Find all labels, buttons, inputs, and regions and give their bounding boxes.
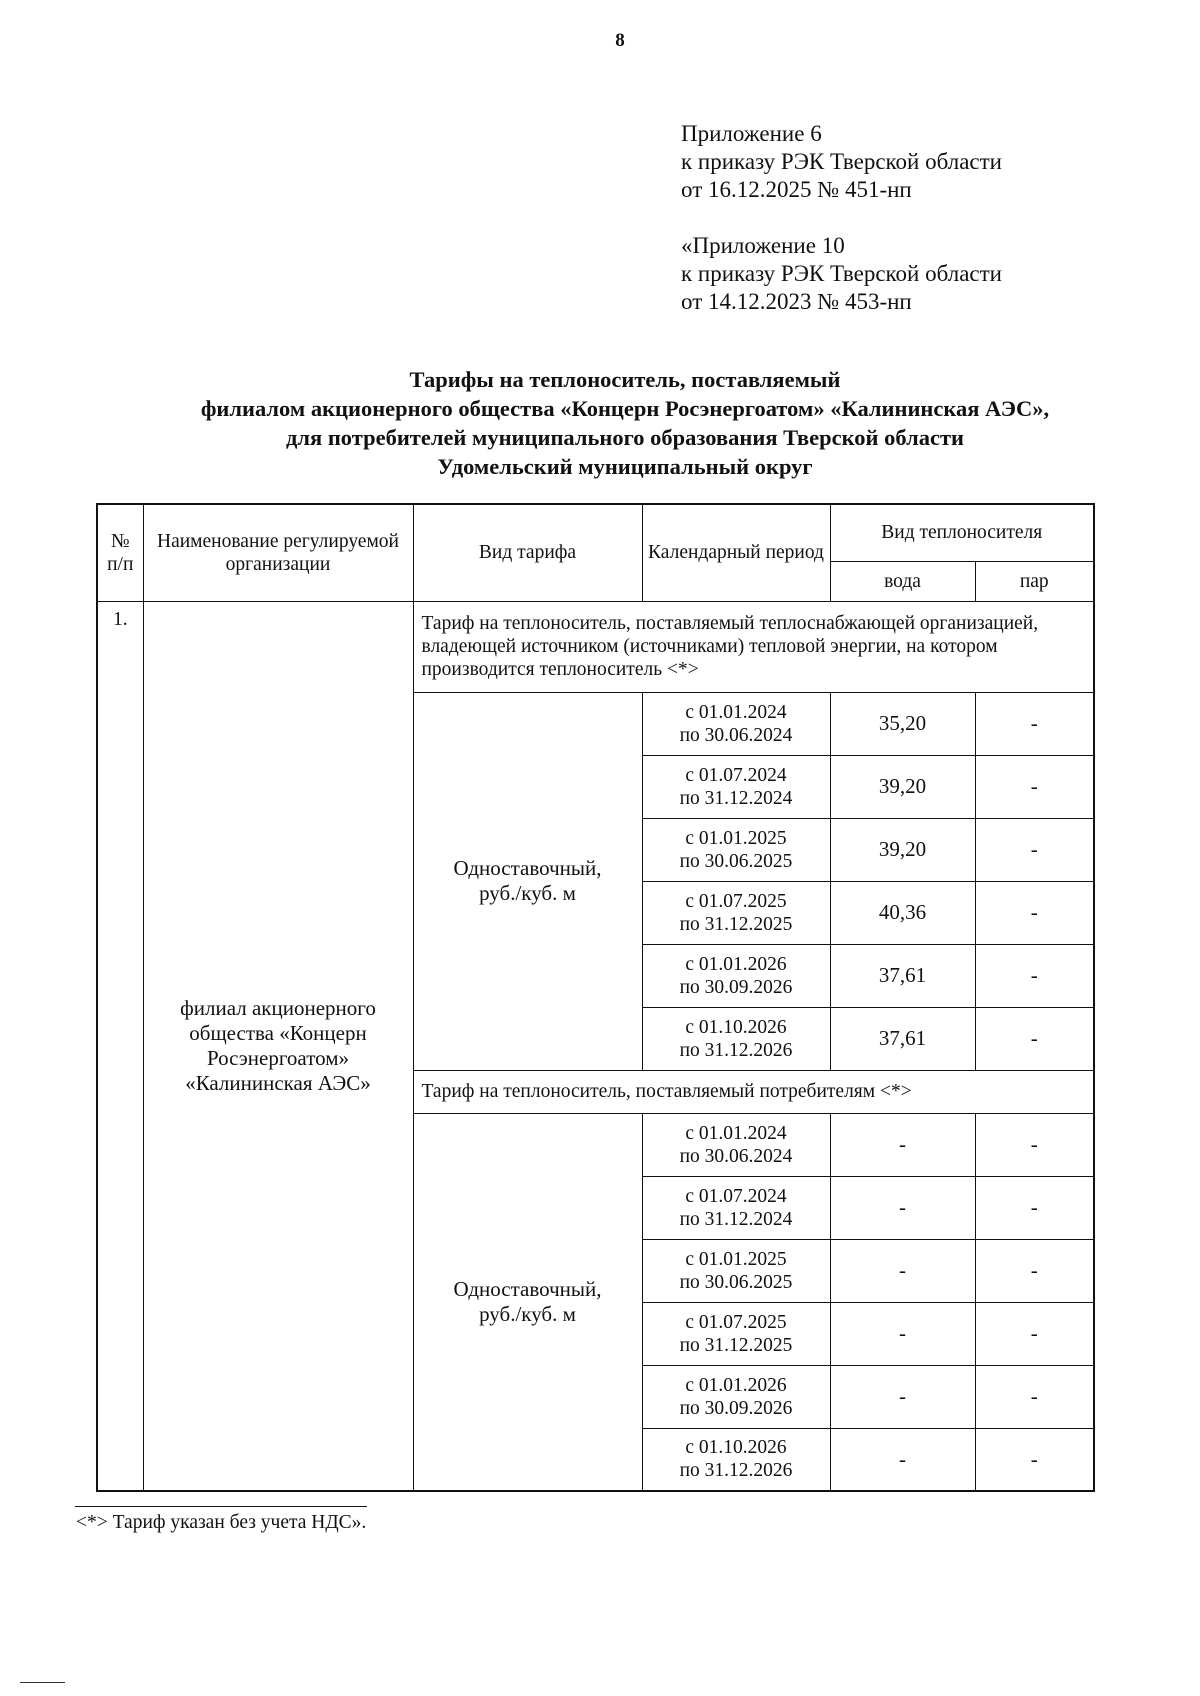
water-value: - [830,1113,975,1176]
period-from: с 01.07.2024 [685,764,787,786]
header-num: № п/п [97,504,143,601]
appendix-line: от 14.12.2023 № 453-нп [681,289,912,314]
period-cell [642,1239,830,1302]
period-to: по 31.12.2024 [679,1208,793,1230]
water-value: 37,61 [830,944,975,1007]
period-cell [642,692,830,755]
period-cell [642,1113,830,1176]
water-value: - [830,1365,975,1428]
period-cell [642,1365,830,1428]
header-period: Календарный период [642,504,830,601]
period-from: с 01.01.2024 [685,701,787,723]
appendix-line: от 16.12.2025 № 451-нп [681,177,912,202]
title-line: филиалом акционерного общества «Концерн Росэнергоатом» «Калининская АЭС», [200,396,1050,421]
appendix-line: к приказу РЭК Тверской области [681,261,1002,286]
appendix-line: «Приложение 10 [681,233,845,258]
period-cell [642,881,830,944]
period-to: по 30.06.2025 [679,850,793,872]
appendix-current [681,120,1002,204]
period-cell [642,944,830,1007]
water-value: 39,20 [830,755,975,818]
steam-value: - [975,1007,1094,1070]
water-value: 40,36 [830,881,975,944]
steam-value: - [975,944,1094,1007]
header-steam: пар [975,561,1094,601]
period-from: с 01.07.2025 [685,1311,787,1333]
footnote: <*> Тариф указан без учета НДС». [76,1512,367,1533]
footnote-divider [75,1506,367,1507]
organization-name: филиал акционерного общества «Концерн Росэнергоатом» «Калининская АЭС» [143,601,413,1491]
period-cell [642,1007,830,1070]
appendix-line: Приложение 6 [681,121,822,146]
period-from: с 01.01.2026 [685,1374,787,1396]
water-value: - [830,1176,975,1239]
header-water: вода [830,561,975,601]
tariff-table [96,503,1095,1492]
period-to: по 30.06.2025 [679,1271,793,1293]
period-to: по 30.09.2026 [679,976,793,998]
period-from: с 01.10.2026 [685,1437,787,1459]
steam-value: - [975,1428,1094,1491]
steam-value: - [975,1176,1094,1239]
title-line: Удомельский муниципальный округ [437,454,813,479]
title-line: для потребителей муниципального образования Тверской области [286,425,964,450]
steam-value: - [975,1365,1094,1428]
tariff-type: Одноставочный, руб./куб. м [413,692,642,1070]
period-cell [642,1302,830,1365]
header-carrier: Вид теплоносителя [830,504,1094,561]
water-value: 39,20 [830,818,975,881]
header-tariff-type: Вид тарифа [413,504,642,601]
document-title [0,365,1200,481]
appendix-line: к приказу РЭК Тверской области [681,149,1002,174]
tariff-type: Одноставочный, руб./куб. м [413,1113,642,1491]
period-cell [642,1428,830,1491]
period-cell [642,755,830,818]
section-title: Тариф на теплоноситель, поставляемый теплоснабжающей организацией, владеющей источником (источниками) тепловой энергии, на котором производится теплоноситель <*> [413,601,1094,692]
steam-value: - [975,881,1094,944]
water-value: - [830,1302,975,1365]
period-to: по 31.12.2026 [679,1460,793,1482]
period-to: по 31.12.2026 [679,1039,793,1061]
row-number: 1. [97,601,143,1491]
period-from: с 01.01.2025 [685,827,787,849]
steam-value: - [975,1239,1094,1302]
title-line: Тарифы на теплоноситель, поставляемый [409,367,841,392]
steam-value: - [975,1113,1094,1176]
water-value: - [830,1239,975,1302]
section-title: Тариф на теплоноситель, поставляемый потребителям <*> [413,1070,1094,1113]
period-from: с 01.01.2024 [685,1122,787,1144]
water-value: 37,61 [830,1007,975,1070]
period-from: с 01.01.2026 [685,953,787,975]
period-from: с 01.10.2026 [685,1016,787,1038]
period-to: по 30.09.2026 [679,1397,793,1419]
period-cell [642,818,830,881]
water-value: 35,20 [830,692,975,755]
scan-mark [20,1682,65,1683]
header-org: Наименование регулируемой организации [143,504,413,601]
period-from: с 01.07.2024 [685,1185,787,1207]
period-to: по 30.06.2024 [679,724,793,746]
period-to: по 31.12.2024 [679,787,793,809]
period-to: по 30.06.2024 [679,1145,793,1167]
appendix-original [681,232,1002,316]
period-to: по 31.12.2025 [679,913,793,935]
period-to: по 31.12.2025 [679,1334,793,1356]
page-number: 8 [615,30,625,51]
steam-value: - [975,692,1094,755]
period-from: с 01.07.2025 [685,890,787,912]
steam-value: - [975,1302,1094,1365]
period-cell [642,1176,830,1239]
water-value: - [830,1428,975,1491]
steam-value: - [975,755,1094,818]
period-from: с 01.01.2025 [685,1248,787,1270]
steam-value: - [975,818,1094,881]
